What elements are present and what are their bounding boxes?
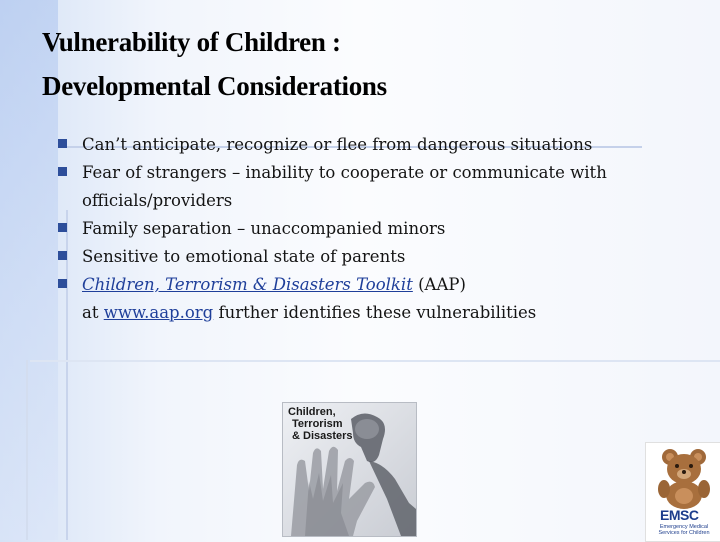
list-item	[52, 271, 692, 327]
square-bullet-icon	[58, 223, 67, 232]
teddy-bear-icon	[646, 443, 720, 509]
square-bullet-icon	[58, 167, 67, 176]
emsc-logo	[645, 442, 720, 542]
list-item	[52, 243, 692, 271]
square-bullet-icon	[58, 139, 67, 148]
cover-title-line: Terrorism	[292, 418, 343, 430]
list-item	[52, 215, 692, 243]
list-item	[52, 159, 692, 215]
bullet-text: Family separation – unaccompanied minors	[82, 219, 446, 238]
cover-title-line: Children,	[288, 406, 336, 418]
bullet-text: further identifies these vulnerabilities	[213, 303, 537, 322]
bullet-text: at	[82, 303, 104, 322]
bullet-text: Can’t anticipate, recognize or flee from dangerous situations	[82, 135, 593, 154]
decorative-line	[26, 360, 28, 540]
toolkit-cover-image	[282, 402, 417, 537]
bullet-text: Sensitive to emotional state of parents	[82, 247, 406, 266]
list-item	[52, 131, 692, 159]
square-bullet-icon	[58, 279, 67, 288]
emsc-logo-subtitle: Emergency Medical Services for Children	[658, 524, 710, 536]
toolkit-link[interactable]: Children, Terrorism & Disasters Toolkit	[82, 275, 413, 294]
aap-website-link[interactable]: www.aap.org	[103, 303, 214, 322]
slide-title-line: Vulnerability of Children :	[42, 27, 341, 57]
slide-title-line: Developmental Considerations	[42, 71, 387, 101]
bullet-text: (AAP)	[412, 275, 466, 294]
cover-title-line: & Disasters	[292, 430, 353, 442]
square-bullet-icon	[58, 251, 67, 260]
slide-title	[42, 20, 387, 108]
bullet-list	[52, 131, 692, 327]
emsc-logo-text: EMSC	[660, 507, 699, 523]
decorative-line	[30, 360, 720, 362]
toolkit-cover-title	[288, 406, 353, 442]
bullet-text: Fear of strangers – inability to cooperate or communicate with officials/providers	[82, 163, 607, 210]
